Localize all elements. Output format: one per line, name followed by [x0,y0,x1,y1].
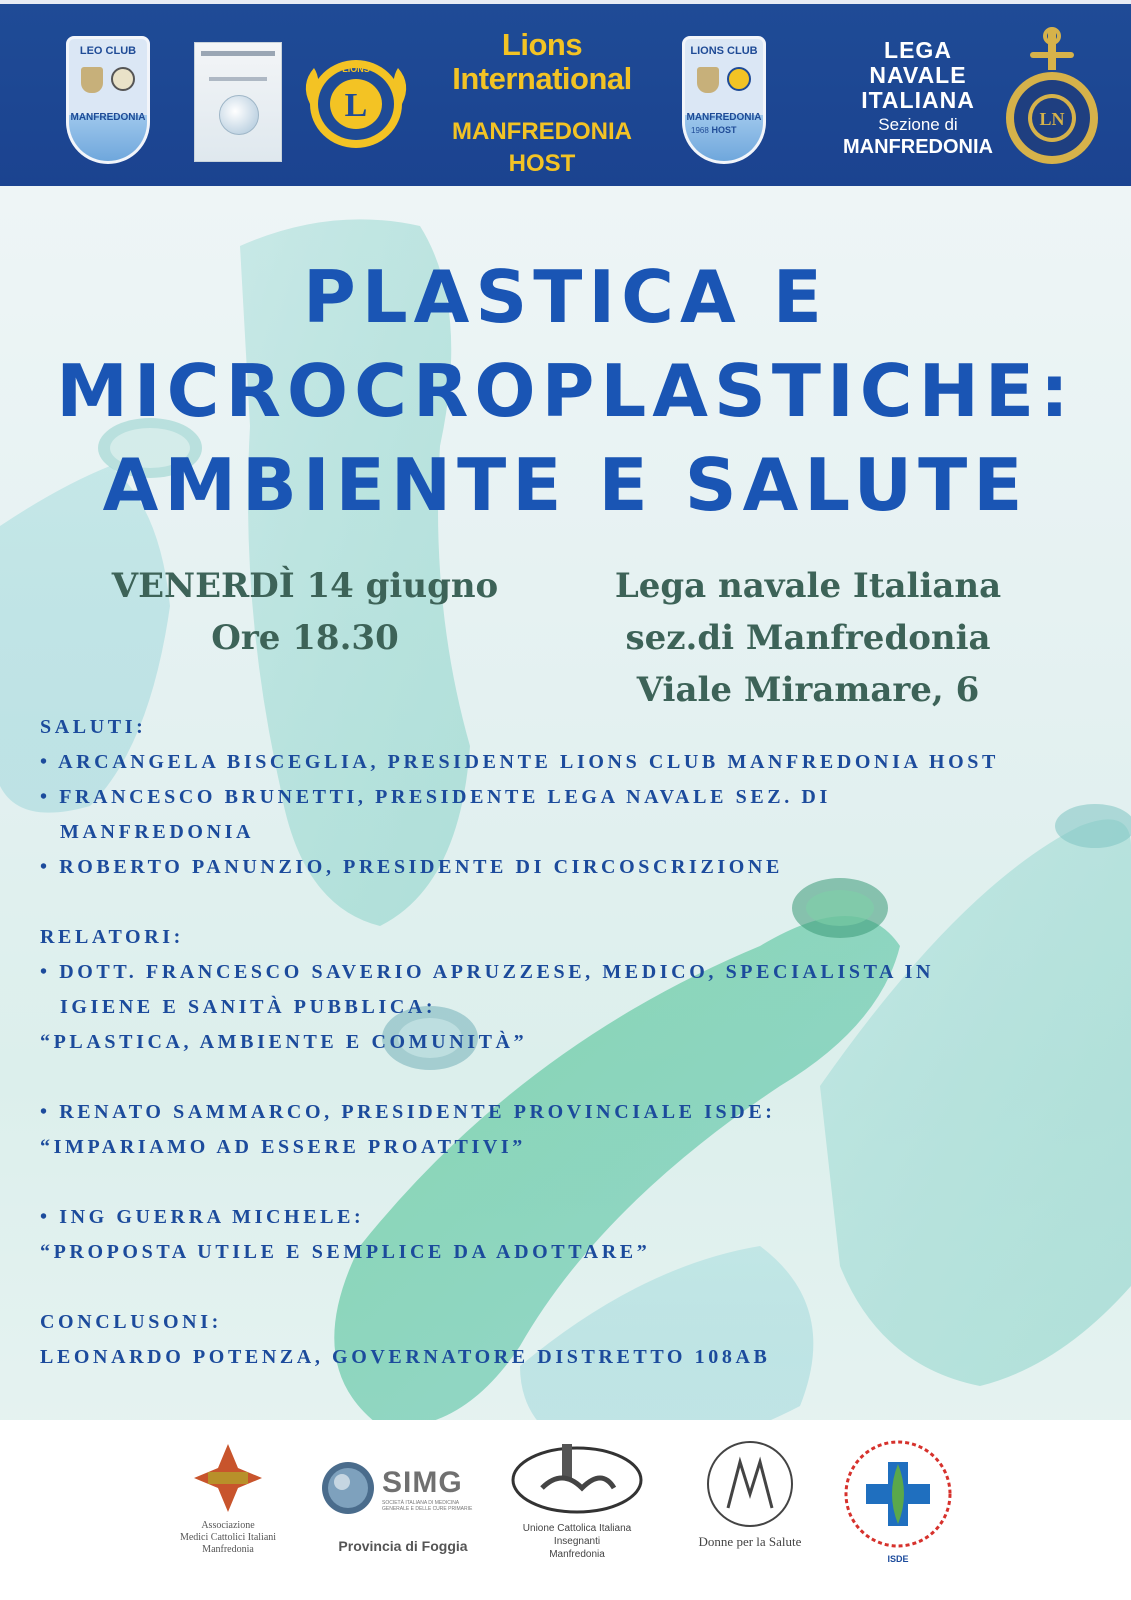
partner-logos-footer [0,1420,1131,1600]
lions-international-emblem-icon [296,44,416,160]
talk-title: “PLASTICA, AMBIENTE E COMUNITÀ” [40,1031,528,1053]
simg-logo: SIMG SOCIETÀ ITALIANA DI MEDICINA GENERALE E DELLE CURE PRIMARIE Provincia di Foggia [318,1438,488,1568]
leo-emblem-icon [111,67,135,91]
isde-logo: ISDE [838,1434,958,1574]
list-item: • ING GUERRA MICHELE: [40,1206,365,1228]
event-title: PLASTICA E MICROCROPLASTICHE: AMBIENTE E SALUTE [56,255,1075,527]
event-date: VENERDÌ 14 giugno [111,566,499,606]
city-crest-icon [697,67,719,93]
leo-club-logo: LEO CLUB MANFREDONIA [66,36,150,164]
list-item: • FRANCESCO BRUNETTI, PRESIDENTE LEGA NAVALE SEZ. DI [40,786,831,808]
list-item: • RENATO SAMMARCO, PRESIDENTE PROVINCIALE ISDE: [40,1101,776,1123]
lions-emblem-icon [727,67,751,91]
amci-circle-emblem-icon [688,1438,812,1530]
lions-international-title: Lions International [452,27,632,96]
event-time: Ore 18.30 [211,618,399,658]
conclusioni-speaker: LEONARDO POTENZA, GOVERNATORE DISTRETTO 108AB [40,1346,771,1368]
amci-donne-logo: Donne per la Salute [688,1438,812,1568]
talk-title: “PROPOSTA UTILE E SEMPLICE DA ADOTTARE” [40,1241,651,1263]
lega-navale-anchor-emblem-icon [1000,26,1104,176]
svg-text:LN: LN [1039,109,1065,129]
lega-navale-title: LEGA NAVALE ITALIANA [861,37,975,113]
svg-text:L: L [344,87,368,124]
relatori-heading: RELATORI: [40,926,184,948]
sponsor-banner: LEO CLUB MANFREDONIA L LIONS Lions International MANFREDONIA HOST LIONS CLUB MANFREDONIA HOST 1968 LEGA NAVALE ITALIANA Sezione di MANFREDONIA LN [0,0,1131,186]
list-item-continuation: IGIENE E SANITÀ PUBBLICA: [60,996,437,1018]
svg-text:LIONS: LIONS [342,64,370,74]
talk-title: “IMPARIAMO AD ESSERE PROATTIVI” [40,1136,526,1158]
list-item: • DOTT. FRANCESCO SAVERIO APRUZZESE, MEDICO, SPECIALISTA IN [40,961,934,983]
saluti-heading: SALUTI: [40,716,147,738]
conclusioni-heading: CONCLUSONI: [40,1311,222,1333]
lions-host-subtitle: MANFREDONIA HOST [452,118,632,177]
globe-icon [219,95,259,135]
lions-club-logo: LIONS CLUB MANFREDONIA HOST 1968 [682,36,766,164]
isde-cross-emblem-icon [838,1434,958,1554]
list-item: • ARCANGELA BISCEGLIA, PRESIDENTE LIONS CLUB MANFREDONIA HOST [40,751,999,773]
event-program [40,710,1120,1375]
list-item: • ROBERTO PANUNZIO, PRESIDENTE DI CIRCOSCRIZIONE [40,856,783,878]
red-cross-emblem-icon [168,1438,288,1518]
amci-manfredonia-logo: Associazione Medici Cattolici Italiani Manfredonia [168,1438,288,1568]
event-venue: Lega navale Italiana sez.di Manfredonia Viale Miramare, 6 [614,566,1002,710]
uciim-emblem-icon [502,1438,652,1518]
list-item-continuation: MANFREDONIA [60,821,255,843]
city-crest-icon [81,67,103,93]
event-date-time [100,560,510,664]
uciim-logo: Unione Cattolica Italiana Insegnanti Manfredonia [502,1438,652,1568]
governor-book-image [194,42,282,162]
simg-globe-icon [318,1458,378,1518]
